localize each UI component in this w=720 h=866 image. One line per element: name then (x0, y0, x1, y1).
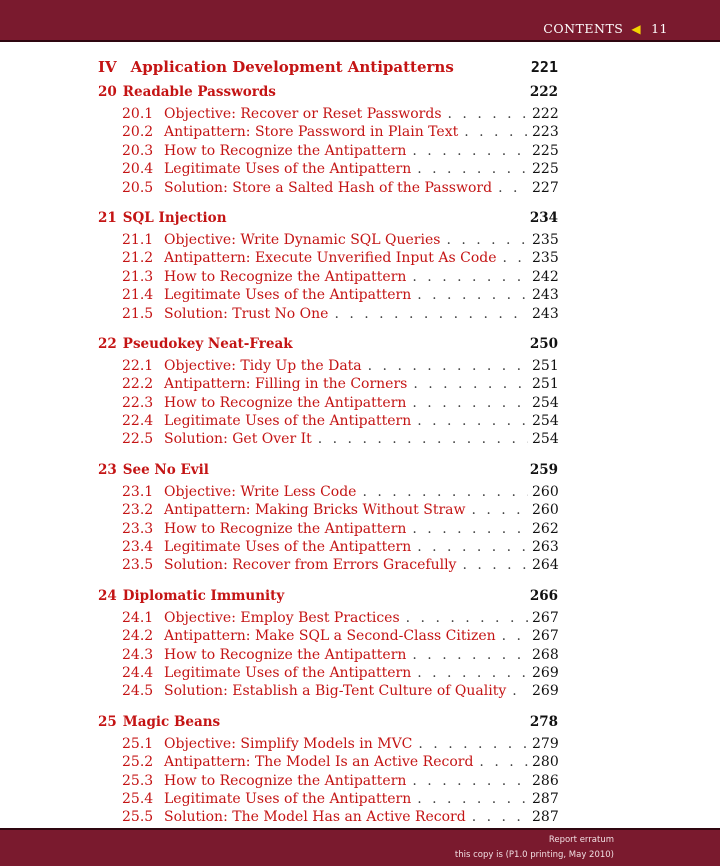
chapter-title: SQL Injection (122, 209, 227, 226)
section-page: 254 (532, 413, 559, 430)
section-page: 268 (532, 646, 559, 663)
chapter-page: 222 (529, 84, 558, 100)
dot-leader (412, 521, 528, 537)
section-page: 254 (532, 431, 559, 448)
section-number: 22.5 (122, 431, 154, 448)
dot-leader (418, 736, 528, 752)
section-title: Objective: Employ Best Practices (164, 609, 400, 626)
chapter-block (98, 336, 558, 450)
dot-leader (362, 484, 528, 500)
section-number: 20.3 (122, 142, 154, 159)
chapter-block (98, 462, 558, 576)
section-entry[interactable] (98, 521, 558, 539)
dot-leader (472, 809, 528, 825)
dot-leader (512, 683, 528, 699)
chapter-number: 21 (98, 209, 117, 226)
header-bar (0, 0, 720, 42)
section-page: 287 (532, 809, 559, 826)
section-entry[interactable] (98, 754, 558, 772)
dot-leader (479, 754, 528, 770)
chapter-block (98, 84, 558, 198)
section-page: 263 (532, 539, 559, 556)
section-title: Solution: Establish a Big-Tent Culture of Quality (164, 683, 507, 700)
section-number: 23.2 (122, 502, 154, 519)
report-erratum-link[interactable]: Report erratum (548, 835, 614, 845)
dot-leader (417, 665, 528, 681)
chapter-heading (98, 462, 209, 478)
chapter-entry[interactable] (98, 84, 558, 106)
dot-leader (462, 557, 528, 573)
section-page: 280 (532, 754, 559, 771)
section-page: 279 (532, 735, 559, 752)
section-page: 254 (532, 394, 559, 411)
chapter-block (98, 714, 558, 828)
section-number: 24.2 (122, 628, 154, 645)
section-number: 22.2 (122, 376, 154, 393)
section-title: Legitimate Uses of the Antipattern (164, 413, 412, 430)
section-number: 22.1 (122, 357, 154, 374)
dot-leader (334, 306, 528, 322)
chapter-title: Diplomatic Immunity (122, 587, 285, 604)
section-entry[interactable] (98, 306, 558, 324)
section-entry[interactable] (98, 791, 558, 809)
chapter-heading (98, 588, 284, 604)
section-title: How to Recognize the Antipattern (164, 646, 407, 663)
section-page: 286 (532, 772, 559, 789)
section-number: 22.3 (122, 394, 154, 411)
chapter-number: 25 (98, 713, 117, 730)
part-entry[interactable] (98, 58, 558, 82)
section-title: Objective: Write Dynamic SQL Queries (164, 231, 441, 248)
section-entry[interactable] (98, 557, 558, 575)
section-title: How to Recognize the Antipattern (164, 142, 407, 159)
section-title: Antipattern: Filling in the Corners (164, 376, 408, 393)
section-entry[interactable] (98, 809, 558, 827)
section-entry[interactable] (98, 143, 558, 161)
section-title: Objective: Recover or Reset Passwords (164, 106, 442, 122)
section-page: 269 (532, 683, 559, 700)
section-title: Antipattern: Store Password in Plain Text (164, 124, 459, 141)
section-title: Antipattern: The Model Is an Active Record (164, 754, 474, 771)
section-page: 260 (532, 483, 559, 500)
section-page: 251 (532, 376, 559, 393)
chapter-title: See No Evil (122, 461, 209, 478)
section-page: 235 (532, 250, 559, 267)
chapter-title: Magic Beans (122, 713, 221, 730)
chapter-page: 278 (529, 713, 558, 730)
section-title: Objective: Simplify Models in MVC (164, 735, 413, 752)
section-title: Solution: Trust No One (164, 305, 329, 322)
dot-leader (412, 395, 528, 411)
section-page: 243 (532, 305, 559, 322)
section-number: 20.4 (122, 161, 154, 178)
chapter-block (98, 210, 558, 324)
chapter-title: Pseudokey Neat-Freak (122, 335, 293, 352)
section-number: 21.4 (122, 287, 154, 304)
section-number: 24.4 (122, 664, 154, 681)
section-number: 20.5 (122, 179, 154, 196)
section-number: 22.4 (122, 413, 154, 430)
section-page: 287 (532, 790, 559, 807)
section-title: Objective: Tidy Up the Data (164, 357, 362, 374)
section-number: 21.1 (122, 231, 154, 248)
section-title: Legitimate Uses of the Antipattern (164, 539, 412, 556)
section-number: 24.1 (122, 609, 154, 626)
part-title: Application Development Antipatterns (130, 58, 454, 76)
section-number: 23.3 (122, 520, 154, 537)
section-number: 21.2 (122, 250, 154, 267)
section-number: 24.3 (122, 646, 154, 663)
section-title: Solution: Store a Salted Hash of the Password (164, 179, 493, 196)
dot-leader (417, 791, 528, 807)
chapter-number: 24 (98, 587, 117, 604)
section-title: How to Recognize the Antipattern (164, 520, 407, 537)
section-entry[interactable] (98, 161, 558, 179)
section-title: Objective: Write Less Code (164, 483, 357, 500)
section-entry[interactable] (98, 647, 558, 665)
part-page: 221 (530, 58, 558, 76)
section-title: Solution: The Model Has an Active Record (164, 809, 466, 826)
section-number: 21.5 (122, 305, 154, 322)
chapter-entry[interactable] (98, 462, 558, 484)
chapter-page: 266 (529, 587, 558, 604)
section-page: 262 (532, 520, 559, 537)
printing-note: this copy is (P1.0 printing, May 2010) (454, 850, 614, 860)
header-nav (543, 21, 668, 36)
dot-leader (412, 773, 528, 789)
chapter-entry[interactable] (98, 210, 558, 232)
section-entry[interactable] (98, 539, 558, 557)
dot-leader (464, 124, 528, 140)
section-entry[interactable] (98, 376, 558, 394)
section-title: Solution: Get Over It (164, 431, 312, 448)
chapter-heading (98, 336, 293, 352)
chapter-entry[interactable] (98, 714, 558, 736)
section-entry[interactable] (98, 683, 558, 701)
dot-leader (448, 106, 528, 122)
chapter-entry[interactable] (98, 336, 558, 358)
chapter-entry[interactable] (98, 588, 558, 610)
section-entry[interactable] (98, 250, 558, 268)
section-page: 225 (532, 161, 559, 178)
dot-leader (406, 610, 528, 626)
chapter-number: 22 (98, 335, 117, 352)
section-entry[interactable] (98, 431, 558, 449)
section-entry[interactable] (98, 269, 558, 287)
section-page: 251 (532, 357, 559, 374)
section-page: 225 (532, 142, 559, 159)
section-entry[interactable] (98, 736, 558, 754)
section-page: 267 (532, 609, 559, 626)
section-page: 269 (532, 664, 559, 681)
chapter-block (98, 588, 558, 702)
section-title: How to Recognize the Antipattern (164, 268, 407, 285)
dot-leader (417, 161, 528, 177)
chapter-heading (98, 714, 220, 730)
section-entry[interactable] (98, 232, 558, 250)
section-entry[interactable] (98, 502, 558, 520)
chapter-page: 259 (529, 461, 558, 478)
section-number: 23.5 (122, 557, 154, 574)
section-number: 25.2 (122, 754, 154, 771)
section-title: Antipattern: Execute Unverified Input As Code (164, 250, 497, 267)
footer-bar (0, 828, 720, 866)
section-number: 23.1 (122, 483, 154, 500)
dot-leader (417, 287, 528, 303)
section-entry[interactable] (98, 665, 558, 683)
previous-page-arrow-icon[interactable]: ◀ (631, 21, 642, 36)
section-page: 264 (532, 557, 559, 574)
dot-leader (498, 180, 528, 196)
section-title: How to Recognize the Antipattern (164, 772, 407, 789)
chapter-list (98, 84, 558, 828)
section-entry[interactable] (98, 484, 558, 502)
section-entry[interactable] (98, 773, 558, 791)
section-page: 222 (532, 106, 559, 122)
chapter-title: Readable Passwords (122, 84, 276, 100)
header-page-number: 11 (651, 21, 668, 36)
section-number: 21.3 (122, 268, 154, 285)
section-entry[interactable] (98, 395, 558, 413)
section-entry[interactable] (98, 628, 558, 646)
section-title: Legitimate Uses of the Antipattern (164, 161, 412, 178)
section-number: 20.1 (122, 106, 154, 122)
section-entry[interactable] (98, 358, 558, 376)
dot-leader (502, 628, 528, 644)
part-number: IV (98, 58, 117, 76)
section-number: 25.4 (122, 790, 154, 807)
dot-leader (503, 250, 528, 266)
dot-leader (417, 413, 528, 429)
section-title: Legitimate Uses of the Antipattern (164, 664, 412, 681)
dot-leader (412, 269, 528, 285)
section-number: 24.5 (122, 683, 154, 700)
chapter-heading (98, 210, 227, 226)
section-entry[interactable] (98, 106, 558, 124)
section-page: 235 (532, 231, 559, 248)
section-page: 242 (532, 268, 559, 285)
dot-leader (417, 539, 528, 555)
part-heading (98, 58, 454, 76)
header-section-label[interactable]: CONTENTS (543, 21, 624, 36)
section-title: Legitimate Uses of the Antipattern (164, 287, 412, 304)
section-entry[interactable] (98, 287, 558, 305)
dot-leader (446, 232, 528, 248)
section-number: 25.1 (122, 735, 154, 752)
section-title: Antipattern: Making Bricks Without Straw (164, 502, 466, 519)
dot-leader (412, 647, 528, 663)
chapter-number: 20 (98, 84, 117, 100)
section-page: 243 (532, 287, 559, 304)
dot-leader (318, 431, 528, 447)
section-number: 25.5 (122, 809, 154, 826)
section-title: Antipattern: Make SQL a Second-Class Citizen (164, 628, 496, 645)
chapter-number: 23 (98, 461, 117, 478)
section-entry[interactable] (98, 413, 558, 431)
chapter-heading (98, 84, 276, 100)
chapter-page: 250 (529, 335, 558, 352)
section-title: Solution: Recover from Errors Gracefully (164, 557, 457, 574)
section-number: 23.4 (122, 539, 154, 556)
section-number: 20.2 (122, 124, 154, 141)
dot-leader (368, 358, 528, 374)
dot-leader (471, 502, 528, 518)
section-page: 223 (532, 124, 559, 141)
section-number: 25.3 (122, 772, 154, 789)
table-of-contents (98, 58, 558, 828)
section-page: 267 (532, 628, 559, 645)
section-entry[interactable] (98, 610, 558, 628)
section-page: 227 (532, 179, 559, 196)
chapter-page: 234 (529, 209, 558, 226)
section-page: 260 (532, 502, 559, 519)
section-entry[interactable] (98, 124, 558, 142)
section-entry[interactable] (98, 180, 558, 198)
dot-leader (412, 143, 528, 159)
dot-leader (413, 376, 528, 392)
section-title: Legitimate Uses of the Antipattern (164, 790, 412, 807)
section-title: How to Recognize the Antipattern (164, 394, 407, 411)
